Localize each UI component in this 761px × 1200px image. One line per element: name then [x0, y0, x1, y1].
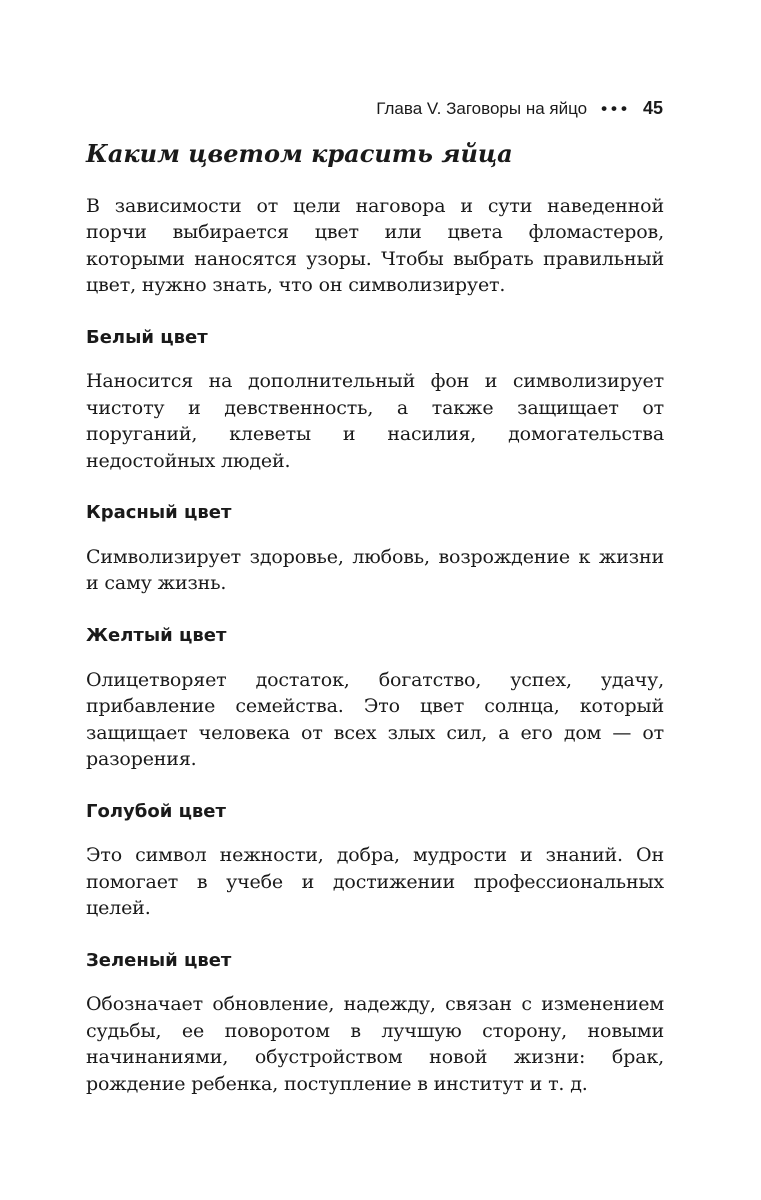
color-heading-red: Красный цвет — [86, 502, 232, 524]
color-desc-green: Обозначает обновление, надежду, связан с изменением судьбы, ее поворотом в лучшую сторону, новыми начинаниями, обустройством новой жизни: брак, рождение ребенка, поступление в институт и т. д. — [86, 993, 664, 1095]
color-heading-yellow: Желтый цвет — [86, 624, 227, 646]
color-desc-white: Наносится на дополнительный фон и символизирует чистоту и девственность, а также защищает от поруганий, клеветы и насилия, домогательства недостойных людей. — [86, 370, 664, 472]
color-desc-blue: Это символ нежности, добра, мудрости и знаний. Он помогает в учебе и достижении профессиональных целей. — [86, 844, 664, 920]
intro-paragraph: В зависимости от цели наговора и сути наведенной порчи выбирается цвет или цвета фломастеров, которыми наносятся узоры. Чтобы выбрать правильный цвет, нужно знать, что он символизирует. — [86, 194, 664, 297]
color-heading-blue: Голубой цвет — [86, 800, 226, 822]
page-number: 45 — [642, 98, 663, 118]
page-content — [86, 140, 664, 1097]
color-desc-red: Символизирует здоровье, любовь, возрождение к жизни и саму жизнь. — [86, 545, 664, 595]
color-desc-yellow: Олицетворяет достаток, богатство, успех, удачу, прибавление семейства. Это цвет солнца, который защищает человека от всех злых сил, а его дом — от разорения. — [86, 668, 664, 771]
section-title: Каким цветом красить яйца — [86, 139, 513, 168]
color-heading-green: Зеленый цвет — [86, 949, 232, 971]
chapter-title: Глава V. Заговоры на яйцо — [376, 98, 588, 118]
color-heading-white: Белый цвет — [86, 326, 208, 348]
running-header — [376, 98, 663, 119]
header-separator: ••• — [601, 98, 631, 118]
